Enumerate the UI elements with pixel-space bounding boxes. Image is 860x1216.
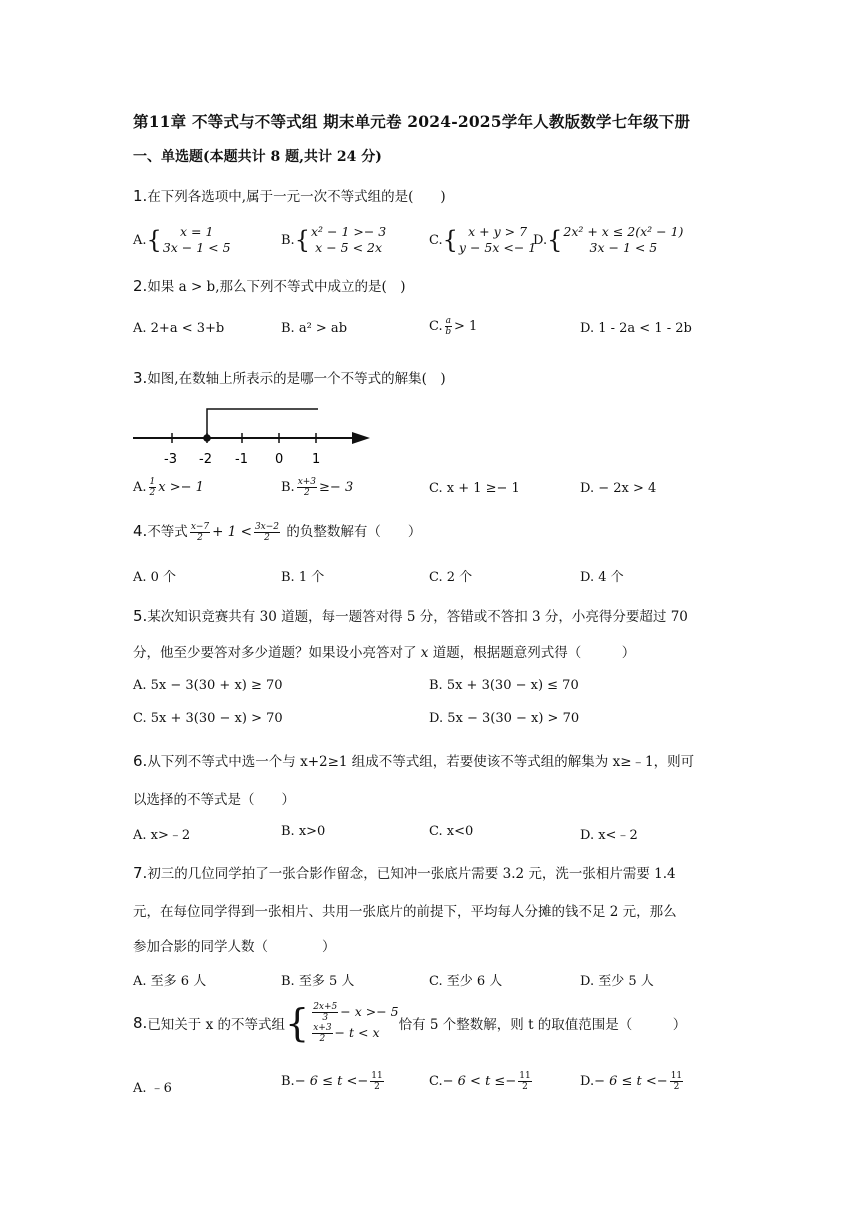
number-line-figure <box>130 400 380 470</box>
tick-label: 0 <box>275 452 284 467</box>
question-text: 如图,在数轴上所表示的是哪一个不等式的解集( ) <box>147 371 446 387</box>
option-5a[interactable]: A. 5x − 3(30 + x) ≥ 70 <box>133 678 283 693</box>
option-6c[interactable]: C. x<0 <box>429 824 474 839</box>
option-2d[interactable]: D. 1 - 2a < 1 - 2b <box>580 321 692 336</box>
question-8: 8. 已知关于 x 的不等式组 { $\frac{2x+5}{3}$ − x >− 5 $\frac{x+3}{2}$ − t < x 恰有 5 个整数解，则 t 的取值范围是（ ） <box>133 1001 687 1045</box>
option-6d[interactable]: D. x<﹣2 <box>580 828 638 843</box>
option-1d[interactable]: D. { 2x² + x ≤ 2(x² − 1) 3x − 1 < 5 <box>533 224 684 255</box>
question-5-line-2: 分，他至少要答对多少道题？如果设小亮答对了 x 道题，根据题意列式得（ ） <box>133 645 636 661</box>
question-text: 如果 a > b,那么下列不等式中成立的是( ) <box>147 279 406 295</box>
question-1 <box>133 185 446 205</box>
option-2a[interactable]: A. 2+a < 3+b <box>133 321 225 336</box>
option-6a[interactable]: A. x>﹣2 <box>133 828 191 843</box>
option-6b[interactable]: B. x>0 <box>281 824 326 839</box>
option-2c[interactable]: C. $\frac{a}{b}$ > 1 <box>429 316 478 337</box>
question-4: 4.不等式 $\frac{x-7}{2}$ + 1 < $\frac{3x-2}{2}$ 的负整数解有（ ） <box>133 522 422 543</box>
tick-label: -1 <box>235 452 248 467</box>
option-7c[interactable]: C. 至少 6 人 <box>429 974 503 989</box>
option-8d[interactable]: D.− 6 ≤ t <− $\frac{11}{2}$ <box>580 1071 683 1092</box>
tick-label: 1 <box>312 452 321 467</box>
question-number: 6. <box>133 752 148 770</box>
option-4b[interactable]: B. 1 个 <box>281 570 325 585</box>
question-6-line-1: 6.从下列不等式中选一个与 x+2≥1 组成不等式组，若要使该不等式组的解集为 x≥﹣1，则可 <box>133 752 695 770</box>
option-1a[interactable]: A. { x = 1 3x − 1 < 5 <box>133 224 231 255</box>
question-2 <box>133 275 406 295</box>
option-8a[interactable]: A. ﹣6 <box>133 1081 172 1096</box>
option-7a[interactable]: A. 至多 6 人 <box>133 974 207 989</box>
option-7b[interactable]: B. 至多 5 人 <box>281 974 355 989</box>
option-8c[interactable]: C.− 6 < t ≤− $\frac{11}{2}$ <box>429 1071 531 1092</box>
question-7-line-2: 元，在每位同学得到一张相片、共用一张底片的前提下，平均每人分摊的钱不足 2 元，那么 <box>133 904 677 920</box>
question-number: 7. <box>133 864 148 882</box>
axis-arrow-icon <box>352 432 370 444</box>
question-6-line-2: 以选择的不等式是（ ） <box>133 792 295 808</box>
tick-label: -2 <box>199 452 212 467</box>
section-heading: 一、单选题(本题共计 8 题,共计 24 分) <box>133 149 382 165</box>
option-5c[interactable]: C. 5x + 3(30 − x) > 70 <box>133 711 283 726</box>
solution-bracket <box>207 409 318 438</box>
question-7-line-3: 参加合影的同学人数（ ） <box>133 939 336 955</box>
question-number: 8. <box>133 1014 148 1032</box>
option-4a[interactable]: A. 0 个 <box>133 570 177 585</box>
option-4c[interactable]: C. 2 个 <box>429 570 473 585</box>
question-3 <box>133 367 446 387</box>
question-number: 4. <box>133 522 148 540</box>
option-4d[interactable]: D. 4 个 <box>580 570 624 585</box>
question-number: 3. <box>133 369 148 387</box>
tick-label: -3 <box>164 452 177 467</box>
question-number: 5. <box>133 607 148 625</box>
option-2b[interactable]: B. a² > ab <box>281 321 348 336</box>
question-text: 在下列各选项中,属于一元一次不等式组的是( ) <box>147 189 446 205</box>
question-5-line-1: 5.某次知识竞赛共有 30 道题，每一题答对得 5 分，答错或不答扣 3 分，小亮得分要超过 70 <box>133 607 688 625</box>
option-7d[interactable]: D. 至少 5 人 <box>580 974 654 989</box>
option-1b[interactable]: B. { x² − 1 >− 3 x − 5 < 2x <box>281 224 387 255</box>
question-7-line-1: 7.初三的几位同学拍了一张合影作留念，已知冲一张底片需要 3.2 元，洗一张相片需要 1.4 <box>133 864 676 882</box>
closed-endpoint-dot <box>203 434 211 442</box>
option-1c[interactable]: C. { x + y > 7 y − 5x <− 1 <box>429 224 537 255</box>
option-3b[interactable]: B. $\frac{x+3}{2}$ ≥− 3 <box>281 477 354 498</box>
question-number: 2. <box>133 277 148 295</box>
page-title: 第11章 不等式与不等式组 期末单元卷 2024-2025学年人教版数学七年级下册 <box>133 112 691 131</box>
option-8b[interactable]: B.− 6 ≤ t <− $\frac{11}{2}$ <box>281 1071 383 1092</box>
option-5b[interactable]: B. 5x + 3(30 − x) ≤ 70 <box>429 678 579 693</box>
option-5d[interactable]: D. 5x − 3(30 − x) > 70 <box>429 711 580 726</box>
option-3a[interactable]: A. $\frac{1}{2}$ x >− 1 <box>133 477 204 498</box>
question-number: 1. <box>133 187 148 205</box>
option-3d[interactable]: D. − 2x > 4 <box>580 481 657 496</box>
option-3c[interactable]: C. x + 1 ≥− 1 <box>429 481 520 496</box>
